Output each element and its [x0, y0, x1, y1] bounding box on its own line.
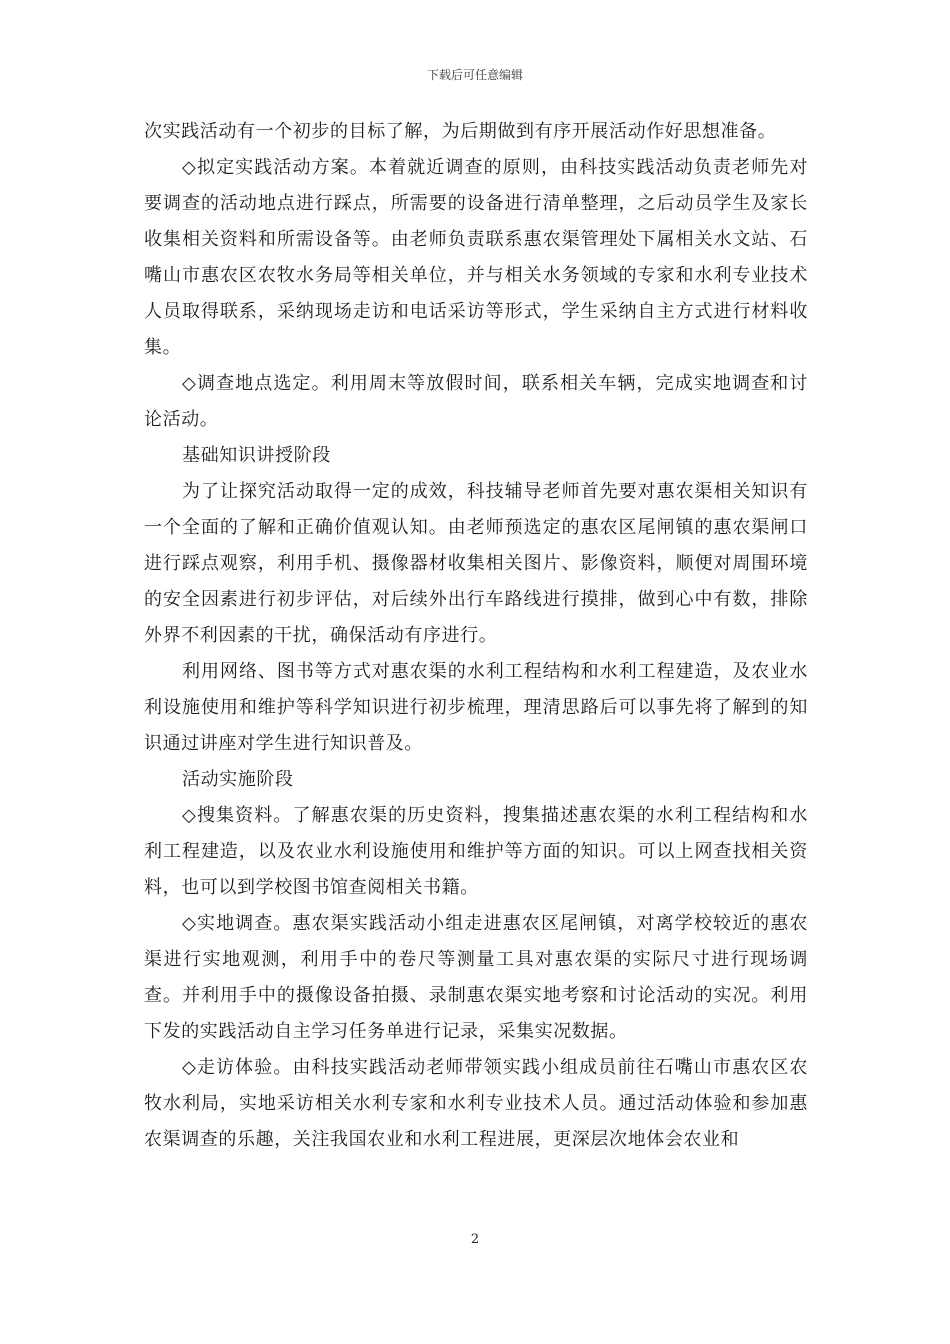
- page-header: 下载后可任意编辑: [426, 68, 523, 82]
- document-body: [144, 114, 808, 1158]
- paragraph-basics-2: 利用网络、图书等方式对惠农渠的水利工程结构和水利工程建造，及农业水利设施使用和维护等科学知识进行初步梳理，理清思路后可以事先将了解到的知识通过讲座对学生进行知识普及。: [144, 661, 808, 754]
- paragraph-visit-experience: ◇走访体验。由科技实践活动老师带领实践小组成员前往石嘴山市惠农区农牧水利局，实地采访相关水利专家和水利专业技术人员。通过活动体验和参加惠农渠调查的乐趣，关注我国农业和水利工程进展，更深层次地体会农业和: [144, 1057, 808, 1150]
- paragraph-collect-materials: ◇搜集资料。了解惠农渠的历史资料，搜集描述惠农渠的水利工程结构和水利工程建造，以及农业水利设施使用和维护等方面的知识。可以上网查找相关资料，也可以到学校图书馆查阅相关书籍。: [144, 805, 808, 898]
- section-heading-basics: 基础知识讲授阶段: [182, 445, 331, 466]
- section-heading-implementation: 活动实施阶段: [182, 769, 294, 790]
- page-number: 2: [470, 1232, 480, 1247]
- paragraph-field-survey: ◇实地调查。惠农渠实践活动小组走进惠农区尾闸镇，对离学校较近的惠农渠进行实地观测，利用手中的卷尺等测量工具对惠农渠的实际尺寸进行现场调查。并利用手中的摄像设备拍摄、录制惠农渠实地考察和讨论活动的实况。利用下发的实践活动自主学习任务单进行记录，采集实况数据。: [144, 913, 808, 1042]
- paragraph-plan: ◇拟定实践活动方案。本着就近调查的原则，由科技实践活动负责老师先对要调查的活动地点进行踩点，所需要的设备进行清单整理，之后动员学生及家长收集相关资料和所需设备等。由老师负责联系惠农渠管理处下属相关水文站、石嘴山市惠农区农牧水务局等相关单位，并与相关水务领域的专家和水利专业技术人员取得联系，采纳现场走访和电话采访等形式，学生采纳自主方式进行材料收集。: [144, 157, 808, 358]
- paragraph-site-selection: ◇调查地点选定。利用周末等放假时间，联系相关车辆，完成实地调查和讨论活动。: [144, 373, 808, 430]
- paragraph-continuation: 次实践活动有一个初步的目标了解，为后期做到有序开展活动作好思想准备。: [144, 121, 777, 142]
- paragraph-basics-1: 为了让探究活动取得一定的成效，科技辅导老师首先要对惠农渠相关知识有一个全面的了解和正确价值观认知。由老师预选定的惠农区尾闸镇的惠农渠闸口进行踩点观察，利用手机、摄像器材收集相关图片、影像资料，顺便对周围环境的安全因素进行初步评估，对后续外出行车路线进行摸排，做到心中有数，排除外界不利因素的干扰，确保活动有序进行。: [144, 481, 808, 646]
